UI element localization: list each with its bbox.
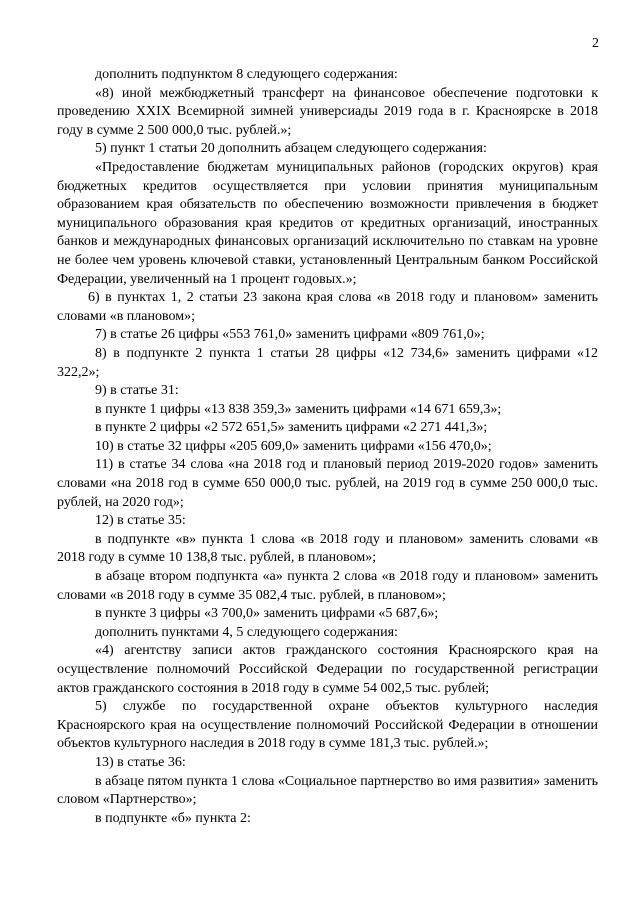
paragraph: 10) в статье 32 цифры «205 609,0» заменить цифрами «156 470,0»; — [95, 438, 492, 454]
paragraph: 8) в подпункте 2 пункта 1 статьи 28 цифры «12 734,6» заменить цифрами «12 322,2»; — [57, 345, 598, 380]
paragraph: дополнить пунктами 4, 5 следующего содержания: — [95, 624, 398, 640]
document-body — [57, 66, 598, 828]
paragraph: 13) в статье 36: — [95, 754, 186, 770]
paragraph: в абзаце втором подпункта «а» пункта 2 слова «в 2018 году и плановом» заменить словами «в 2018 году в сумме 35 082,4 тыс. рублей, в плановом»; — [57, 569, 598, 603]
paragraph: 7) в статье 26 цифры «553 761,0» заменить цифрами «809 761,0»; — [95, 327, 485, 343]
paragraph: 9) в статье 31: — [95, 383, 179, 399]
paragraph: в пункте 1 цифры «13 838 359,3» заменить цифрами «14 671 659,3»; — [95, 401, 502, 417]
paragraph: 5) службе по государственной охране объектов культурного наследия Красноярского края на осуществление полномочий Российской Федерации в отношении объектов культурного наследия в 2018 году в сумме 181,3 тыс. рублей.»; — [57, 699, 598, 752]
paragraph: «Предоставление бюджетам муниципальных районов (городских округов) края бюджетных кредитов осуществляется при условии принятия муниципальным образованием края обязательств по обеспечению возможности привлечения в бюджет муниципального образования края кредитов от кредитных организаций, иностранных банков и международных финансовых организаций исключительно по ставкам на уровне не более чем уровень ключевой ставки, установленный Центральным банком Российской Федерации, увеличенный на 1 процент годовых.»; — [57, 159, 598, 287]
paragraph: 12) в статье 35: — [95, 513, 186, 529]
paragraph: 11) в статье 34 слова «на 2018 год и плановый период 2019-2020 годов» заменить словами «на 2018 год в сумме 650 000,0 тыс. рублей, на 2019 год в сумме 250 000,0 тыс. рублей, на 2020 год»; — [57, 457, 598, 510]
paragraph: 5) пункт 1 статьи 20 дополнить абзацем следующего содержания: — [95, 141, 487, 157]
paragraph: «8) иной межбюджетный трансферт на финансовое обеспечение подготовки к проведению XXIX Всемирной зимней универсиады 2019 года в г. Красноярске в 2018 году в сумме 2 500 000,0 тыс. рублей.»; — [57, 85, 598, 138]
paragraph: «4) агентству записи актов гражданского состояния Красноярского края на осуществление полномочий Российской Федерации по государственной регистрации актов гражданского состояния в 2018 году в сумме 54 002,5 тыс. рублей; — [57, 643, 598, 696]
paragraph: в пункте 2 цифры «2 572 651,5» заменить цифрами «2 271 441,3»; — [95, 420, 488, 436]
paragraph: в пункте 3 цифры «3 700,0» заменить цифрами «5 687,6»; — [95, 606, 439, 622]
page-number: 2 — [592, 36, 599, 51]
paragraph: в подпункте «в» пункта 1 слова «в 2018 году и плановом» заменить словами «в 2018 году в сумме 10 138,8 тыс. рублей, в плановом»; — [57, 531, 598, 566]
paragraph: дополнить подпунктом 8 следующего содержания: — [95, 67, 398, 82]
paragraph: 6) в пунктах 1, 2 статьи 23 закона края слова «в 2018 году и плановом» заменить словами «в плановом»; — [57, 290, 598, 324]
paragraph: в абзаце пятом пункта 1 слова «Социальное партнерство во имя развития» заменить словом «Партнерство»; — [57, 773, 598, 808]
paragraph: в подпункте «б» пункта 2: — [95, 810, 251, 826]
